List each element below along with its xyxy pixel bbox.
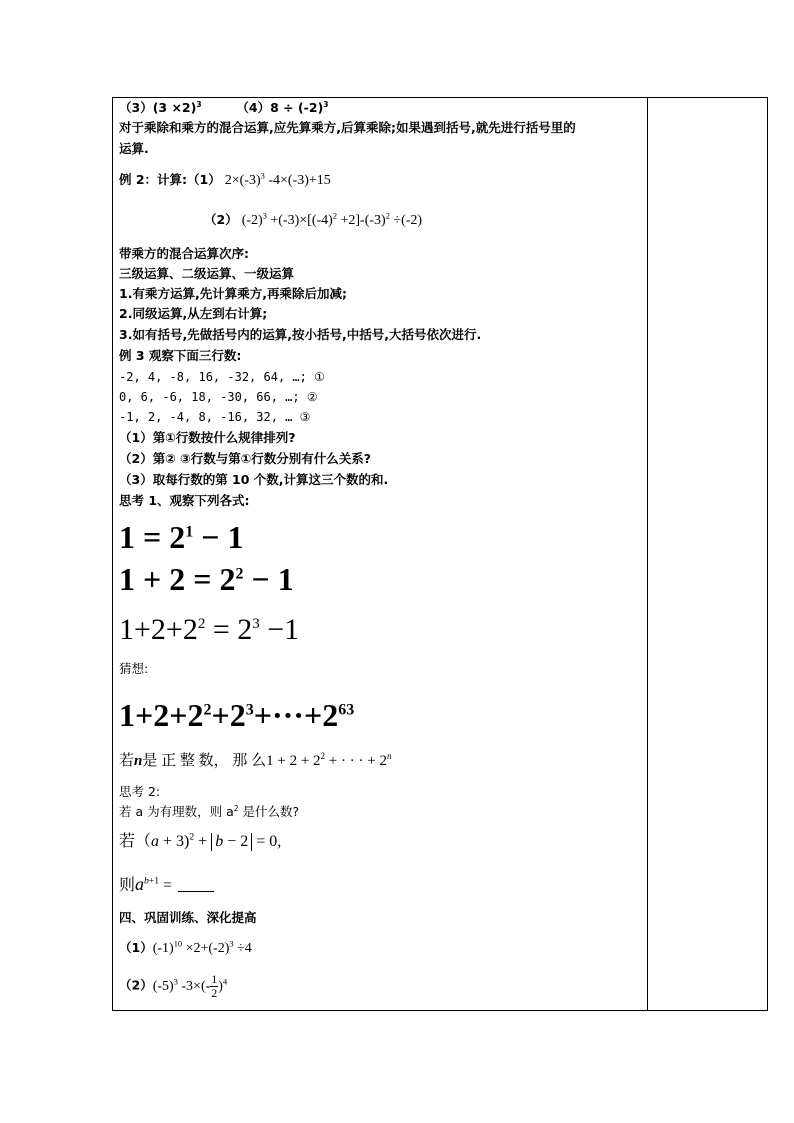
- if-n-line: 若n是 正 整 数， 那 么$1 + 2 + 2^2$ + · · · + $2^n$: [119, 751, 392, 769]
- order-levels: 三级运算、二级运算、一级运算: [119, 266, 295, 281]
- question-3: （3）取每行数的第 10 个数,计算这三个数的和.: [119, 472, 389, 487]
- section-4-title: 四、巩固训练、深化提高: [119, 910, 257, 925]
- practice-2: $(2)(-5)^3$ -3×(- $\frac{1}{2}$ )$^4$: [119, 972, 228, 1000]
- column-divider: [647, 97, 648, 1011]
- think-2-question: 若 a 为有理数，则 $a^2$ 是什么数?: [119, 803, 300, 819]
- order-step-2: 2.同级运算,从左到右计算;: [119, 306, 268, 321]
- example-2-line-2: （2） $(-2)^3 +(-3)\times[(-4)^2 +2]-(-3)^2 \div(-2)$: [204, 211, 423, 228]
- answer-blank[interactable]: [178, 875, 214, 892]
- equation-2: $1 + 2 = 2^2 - 1$: [119, 561, 294, 597]
- guess-label: 猜想:: [119, 661, 149, 676]
- example-2-line-1: 例 2：计算:（1） $2\times(-3)^3$ -4×(-3)+15: [119, 171, 331, 188]
- sequence-1: -2, 4, -8, 16, -32, 64, …; ①: [119, 370, 325, 384]
- equation-3: $1+2+2^2 = 2^3 -1$: [119, 613, 300, 646]
- question-1: （1）第①行数按什么规律排列?: [119, 430, 296, 445]
- rule-line-1: 对于乘除和乘方的混合运算,应先算乘方,后算乘除;如果遇到括号,就先进行括号里的: [119, 120, 576, 135]
- exercise-line-3-4: $(3)(3 \times 2)^3$ $(4)8 \div (-2)^3$: [119, 99, 329, 115]
- question-2: （2）第② ③行数与第①行数分别有什么关系?: [119, 451, 372, 466]
- condition-line: 若（a + 3)$^2$ + b − 2 = 0,: [119, 831, 282, 850]
- example-3-title: 例 3 观察下面三行数:: [119, 348, 242, 363]
- then-line: 则$a^{b+1}$ =: [119, 875, 214, 895]
- think-2-title: 思考 2:: [119, 784, 161, 799]
- order-title: 带乘方的混合运算次序:: [119, 246, 249, 261]
- rule-line-2: 运算.: [119, 141, 149, 156]
- order-step-3: 3.如有括号,先做括号内的运算,按小括号,中括号,大括号依次进行.: [119, 327, 482, 342]
- sequence-2: 0, 6, -6, 18, -30, 66, …; ②: [119, 390, 318, 404]
- sequence-3: -1, 2, -4, 8, -16, 32, … ③: [119, 410, 311, 424]
- equation-4: $1+2+2^2+2^3+\cdot\cdot\cdot+2^{63}$: [119, 697, 355, 733]
- think-1-title: 思考 1、观察下列各式:: [119, 493, 250, 508]
- practice-1: $(1)(-1)^{10} \times 2+(-2)^3 \div 4$: [119, 939, 252, 956]
- order-step-1: 1.有乘方运算,先计算乘方,再乘除后加减;: [119, 286, 347, 301]
- equation-1: $1 = 2^1 - 1$: [119, 519, 244, 555]
